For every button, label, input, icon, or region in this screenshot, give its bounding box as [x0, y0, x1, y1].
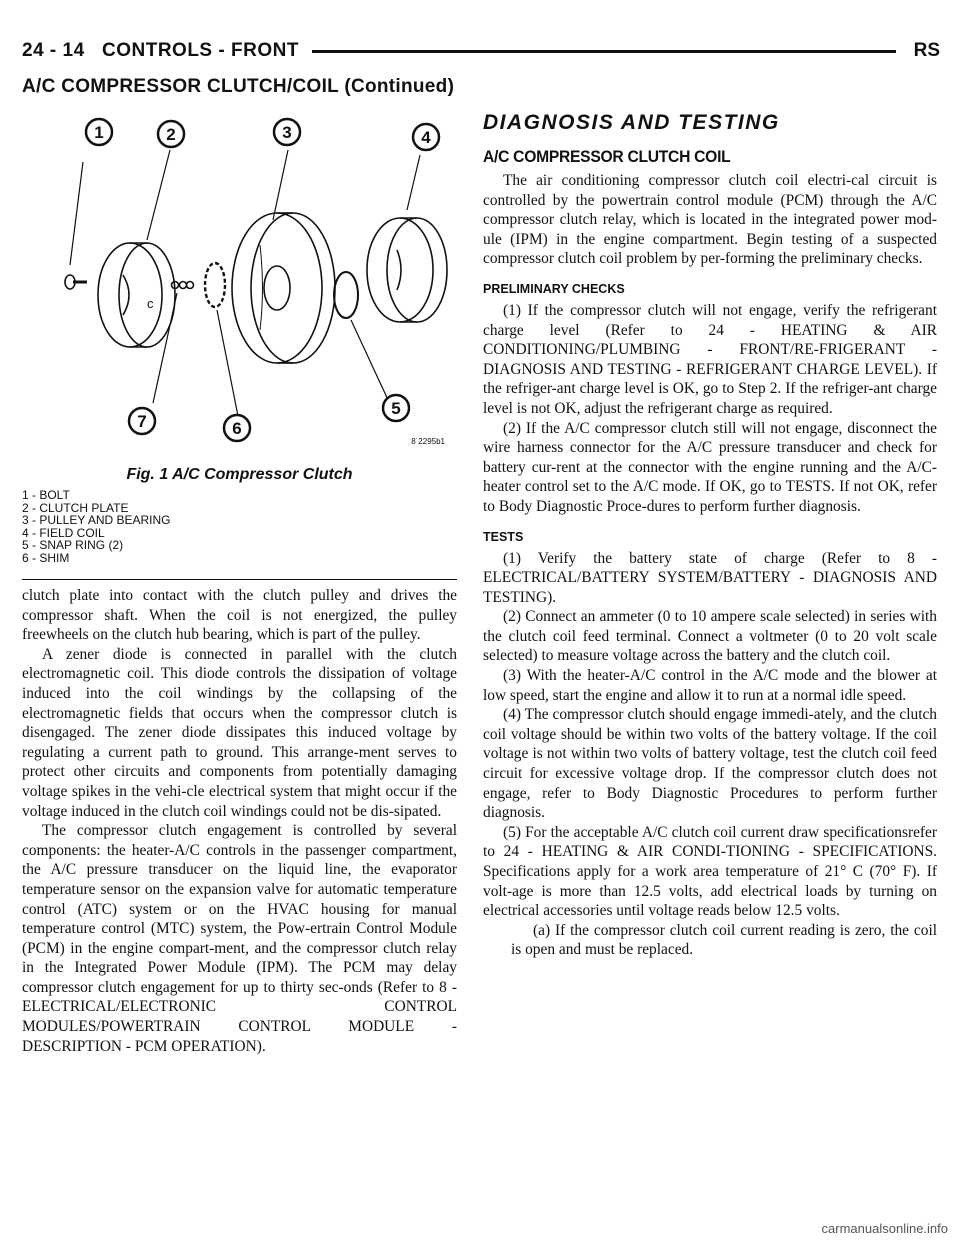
- svg-text:4: 4: [421, 128, 431, 147]
- section-heading: DIAGNOSIS AND TESTING: [483, 111, 780, 134]
- subsection-heading: A/C COMPRESSOR CLUTCH COIL: [483, 147, 731, 166]
- legend-item: 3 - PULLEY AND BEARING: [22, 513, 171, 527]
- svg-text:c: c: [147, 296, 154, 311]
- svg-text:3: 3: [282, 123, 292, 142]
- paragraph: A zener diode is connected in parallel with the clutch electromagnetic coil. This diode controls the dissipation of voltage induced into the coil windings by the collapsing of the electromagnetic fields that occurs when the compressor clutch is disengaged. The zener diode dissipates this induced voltage by regulating a current path to ground. This arrange-ment serves to protect other circuits and components from potentially damaging voltage spikes in the vehi-cle electrical system that might occur if the voltage induced in the clutch coil windings could not be dis-sipated.: [22, 645, 457, 820]
- legend-item: 2 - CLUTCH PLATE: [22, 500, 129, 515]
- callout-3: [274, 119, 300, 145]
- step-paragraph: (2) Connect an ammeter (0 to 10 ampere scale selected) in series with the clutch coil feed terminal. Connect a voltmeter (0 to 20 volt scale selected) to measure voltage across the battery and the clutch coil.: [483, 608, 937, 665]
- legend-item: 4 - FIELD COIL: [22, 525, 105, 540]
- page-number: 24 - 14: [22, 40, 85, 61]
- step-paragraph: (3) With the heater-A/C control in the A/C mode and the blower at low speed, start the engine and allow it to run at a normal idle speed.: [483, 667, 937, 704]
- callout-7: [129, 408, 155, 434]
- step-paragraph: (1) Verify the battery state of charge (Refer to 8 - ELECTRICAL/BATTERY SYSTEM/BATTERY - DIAGNOSIS AND TESTING).: [483, 549, 937, 606]
- paragraph: The air conditioning compressor clutch coil electri-cal circuit is controlled by the powertrain control module (PCM) through the A/C compressor clutch relay, which is located in the integrated power mod-ule (IPM) in the engine compartment. Begin testing of a suspected compressor clutch coil problem by per-forming the preliminary checks.: [483, 172, 937, 268]
- left-column: [22, 586, 457, 1056]
- right-column: [483, 110, 937, 960]
- legend-item: 5 - SNAP RING (2): [22, 538, 124, 552]
- pulley-part: [232, 150, 335, 363]
- svg-text:6: 6: [232, 419, 242, 438]
- paragraph: clutch plate into contact with the clutch pulley and drives the compressor shaft. When the coil is not energized, the pulley freewheels on the clutch hub bearing, which is part of the pulley.: [22, 587, 457, 644]
- step-paragraph: (2) If the A/C compressor clutch still will not engage, disconnect the wire harness connector for the A/C pressure transducer and check for battery cur-rent at the connector with the engine running and the A/C-heater control set to the A/C mode. If OK, go to TESTS. If not OK, refer to Body Diagnostic Proce-dures to perform further diagnosis.: [483, 419, 937, 515]
- callout-6: [224, 415, 250, 441]
- callout-4: [413, 124, 439, 150]
- header-rule: [312, 50, 896, 53]
- figure-caption: Fig. 1 A/C Compressor Clutch: [126, 466, 353, 483]
- section-title: CONTROLS - FRONT: [102, 40, 299, 61]
- tests-heading: TESTS: [483, 529, 524, 544]
- callout-2: [158, 121, 184, 147]
- legend-item: 6 - SHIM: [22, 550, 70, 565]
- page-header: [22, 40, 940, 70]
- image-code: 8˙2295b1: [411, 437, 445, 446]
- svg-text:5: 5: [391, 399, 401, 418]
- preliminary-checks-heading: PRELIMINARY CHECKS: [483, 281, 625, 296]
- step-paragraph: (5) For the acceptable A/C clutch coil current draw specificationsrefer to 24 - HEATING & AIR CONDI-TIONING - SPECIFICATIONS. Specifications apply for a work area temperature of 21° C (70° F). If volt-age is more than 12.5 volts, add electrical loads by turning on electrical accessories until voltage reads below 12.5 volts.: [483, 823, 937, 920]
- page-header-left: [22, 40, 299, 62]
- svg-text:7: 7: [137, 412, 147, 431]
- field-coil-part: [367, 155, 447, 322]
- manual-code: RS: [913, 40, 940, 61]
- callout-5: [383, 395, 409, 421]
- continued-title: A/C COMPRESSOR CLUTCH/COIL (Continued): [22, 76, 455, 97]
- svg-text:2: 2: [166, 125, 176, 144]
- callout-1: [86, 119, 112, 145]
- bolt-part: [65, 162, 87, 289]
- watermark-footer: carmanualsonline.info: [821, 1221, 948, 1236]
- substep-paragraph: (a) If the compressor clutch coil current reading is zero, the coil is open and must be replaced.: [511, 921, 937, 959]
- compressor-clutch-figure: [55, 110, 455, 462]
- figure-legend: [22, 489, 457, 564]
- legend-divider: [22, 579, 457, 580]
- step-paragraph: (1) If the compressor clutch will not engage, verify the refrigerant charge level (Refer to 24 - HEATING & AIR CONDITIONING/PLUMBING - FRONT/RE-FRIGERANT - DIAGNOSIS AND TESTING - REFRIGERANT CHARGE LEVEL). If the refriger-ant charge level is OK, go to Step 2. If the refriger-ant charge level is not OK, adjust the refrigerant charge as required.: [483, 301, 937, 417]
- svg-text:1: 1: [94, 123, 104, 142]
- clutch-plate-part: [98, 150, 175, 347]
- hub-part: [205, 263, 238, 416]
- legend-item: 1 - BOLT: [22, 488, 70, 502]
- step-paragraph: (4) The compressor clutch should engage immedi-ately, and the clutch coil voltage should be within two volts of the battery voltage. If the coil voltage is not within two volts of battery voltage, test the clutch coil feed circuit for excessive voltage drop. If the compressor clutch does not engage, refer to Body Diagnostic Procedures to perform further diagnosis.: [483, 706, 937, 822]
- paragraph: The compressor clutch engagement is controlled by several components: the heater-A/C controls in the passenger compartment, the A/C pressure transducer on the liquid line, the evaporator temperature sensor on the expansion valve for automatic temperature control (ATC) system or on the HVAC housing for manual temperature control (MTC) system, the Pow-ertrain Control Module (PCM) in the engine compart-ment, and the compressor clutch relay in the Integrated Power Module (IPM). The PCM may delay compressor clutch engagement for up to thirty sec-onds (Refer to 8 - ELECTRICAL/ELECTRONIC CONTROL MODULES/POWERTRAIN CONTROL MODULE - DESCRIPTION - PCM OPERATION).: [22, 822, 457, 1055]
